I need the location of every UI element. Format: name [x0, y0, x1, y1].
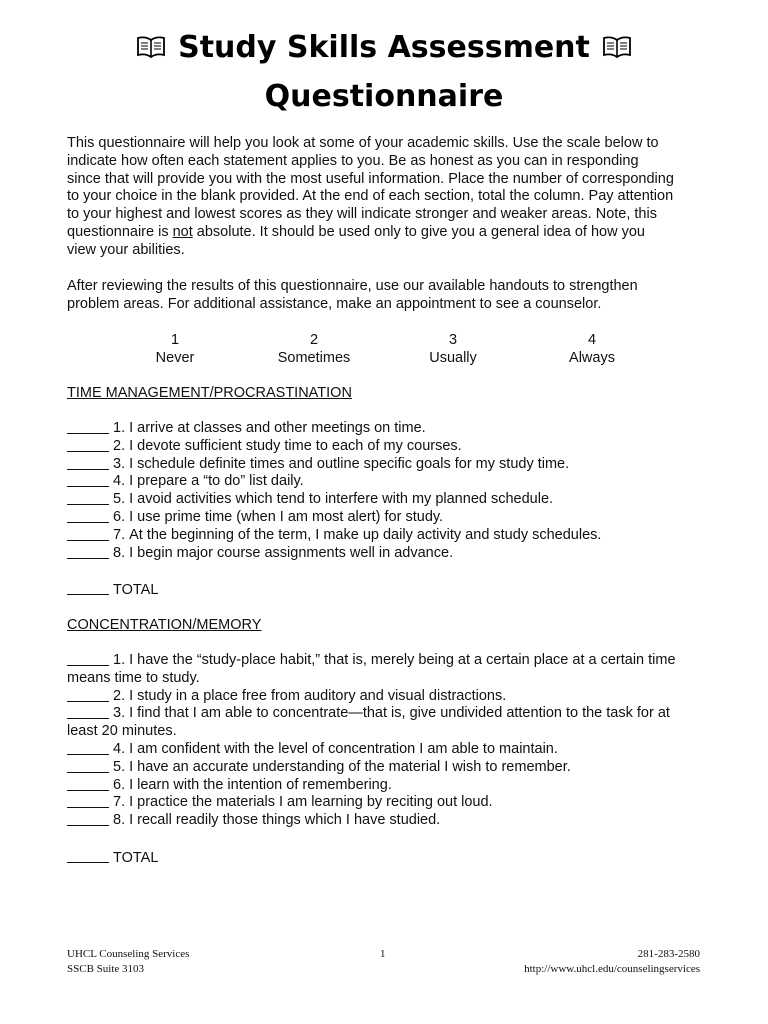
question-item — [67, 705, 707, 741]
scale-label: Never — [155, 350, 195, 366]
intro-line — [67, 224, 707, 242]
scale-label: Sometimes — [277, 350, 351, 366]
item-number: 8. — [113, 812, 126, 829]
footer-right — [524, 947, 700, 977]
item-number: 3. — [113, 705, 126, 722]
item-text: I practice the materials I am learning by reciting out loud. — [129, 794, 493, 811]
question-item — [67, 509, 707, 527]
page-title — [0, 28, 768, 70]
item-text: I have the “study-place habit,” that is, merely being at a certain place at a certain time — [129, 652, 676, 668]
answer-blank[interactable] — [67, 456, 109, 470]
item-number: 5. — [113, 758, 126, 775]
footer-left — [67, 947, 189, 977]
answer-blank[interactable] — [67, 527, 109, 541]
item-text: I schedule definite times and outline specific goals for my study time. — [129, 455, 570, 472]
section-total-time-management — [67, 581, 158, 599]
item-number: 4. — [113, 740, 126, 757]
footer-phone: 281-283-2580 — [637, 948, 700, 960]
section-heading-concentration: CONCENTRATION/MEMORY — [67, 617, 262, 633]
intro-line: indicate how often each statement applies to you. Be as honest as you can in responding — [67, 152, 639, 169]
section-items-concentration — [67, 652, 707, 830]
open-book-icon — [136, 30, 166, 70]
answer-blank[interactable] — [67, 812, 109, 826]
question-item — [67, 527, 707, 545]
intro-paragraph — [67, 135, 707, 260]
question-item — [67, 652, 707, 688]
scale-option — [115, 331, 235, 367]
footer-address: SSCB Suite 3103 — [67, 963, 145, 975]
intro-line: to your choice in the blank provided. At the end of each section, total the column. Pay attention — [67, 188, 674, 205]
answer-blank[interactable] — [67, 688, 109, 702]
followup-line: After reviewing the results of this questionnaire, use our available handouts to strengthen — [67, 278, 638, 294]
total-label: TOTAL — [113, 850, 159, 866]
item-number: 4. — [113, 473, 126, 490]
answer-blank[interactable] — [67, 652, 109, 666]
scale-option — [393, 331, 513, 367]
footer-url[interactable]: http://www.uhcl.edu/counselingservices — [524, 963, 700, 975]
item-text: I learn with the intention of remembering. — [129, 776, 392, 793]
item-text: I find that I am able to concentrate—that is, give undivided attention to the task for at — [129, 705, 670, 722]
intro-line: This questionnaire will help you look at some of your academic skills. Use the scale below to — [67, 135, 659, 151]
answer-blank[interactable] — [67, 545, 109, 559]
item-number: 8. — [113, 544, 126, 561]
answer-blank[interactable] — [67, 759, 109, 773]
total-blank[interactable] — [67, 581, 109, 595]
emphasis-not: not — [172, 223, 193, 240]
followup-paragraph — [67, 278, 707, 314]
question-item — [67, 812, 707, 830]
item-number: 2. — [113, 437, 126, 454]
answer-blank[interactable] — [67, 438, 109, 452]
scale-number: 1 — [170, 332, 180, 348]
followup-line: problem areas. For additional assistance, make an appointment to see a counselor. — [67, 295, 602, 312]
answer-blank[interactable] — [67, 491, 109, 505]
question-item — [67, 794, 707, 812]
answer-blank[interactable] — [67, 794, 109, 808]
item-text: I avoid activities which tend to interfere with my planned schedule. — [129, 491, 554, 508]
open-book-icon — [602, 30, 632, 70]
section-heading-time-management: TIME MANAGEMENT/PROCRASTINATION — [67, 385, 352, 401]
footer-page-number: 1 — [380, 948, 386, 960]
item-number: 5. — [113, 491, 126, 508]
item-text: I have an accurate understanding of the material I wish to remember. — [129, 758, 571, 775]
item-text: I begin major course assignments well in advance. — [129, 544, 454, 561]
scale-label: Usually — [429, 350, 477, 366]
item-text-continued: means time to study. — [67, 669, 200, 686]
answer-blank[interactable] — [67, 473, 109, 487]
question-item — [67, 456, 707, 474]
section-items-time-management — [67, 420, 707, 562]
question-item — [67, 759, 707, 777]
intro-line: to your highest and lowest scores as they will indicate stronger and weaker areas. Note, this — [67, 206, 657, 223]
item-text: I study in a place free from auditory and visual distractions. — [129, 687, 507, 704]
intro-text: absolute. It should be used only to give you a general idea of how you — [192, 223, 645, 240]
question-item — [67, 438, 707, 456]
item-number: 1. — [113, 652, 126, 668]
item-text: I am confident with the level of concentration I am able to maintain. — [129, 740, 558, 757]
item-text: I arrive at classes and other meetings on time. — [129, 420, 426, 436]
intro-line: view your abilities. — [67, 241, 185, 258]
scale-option — [532, 331, 652, 367]
question-item — [67, 741, 707, 759]
item-text: I devote sufficient study time to each of my courses. — [129, 437, 462, 454]
scale-label: Always — [569, 350, 615, 366]
total-blank[interactable] — [67, 849, 109, 863]
item-text-continued: least 20 minutes. — [67, 723, 177, 740]
item-text: At the beginning of the term, I make up daily activity and study schedules. — [129, 526, 602, 543]
item-number: 7. — [113, 526, 126, 543]
question-item — [67, 688, 707, 706]
item-number: 6. — [113, 508, 126, 525]
item-number: 6. — [113, 776, 126, 793]
scale-number: 4 — [587, 332, 597, 348]
item-text: I recall readily those things which I have studied. — [129, 812, 441, 829]
answer-blank[interactable] — [67, 420, 109, 434]
section-total-concentration — [67, 849, 158, 867]
item-number: 3. — [113, 455, 126, 472]
answer-blank[interactable] — [67, 741, 109, 755]
intro-text: questionnaire is — [67, 223, 173, 240]
answer-blank[interactable] — [67, 705, 109, 719]
page-title-line-2: Questionnaire — [264, 79, 504, 114]
scale-number: 3 — [448, 332, 458, 348]
item-number: 7. — [113, 794, 126, 811]
title-line-1: Study Skills Assessment — [178, 30, 590, 65]
scale-option — [254, 331, 374, 367]
total-label: TOTAL — [113, 582, 159, 598]
intro-line: since that will provide you with the most useful information. Place the number of corresponding — [67, 170, 674, 187]
question-item — [67, 777, 707, 795]
question-item — [67, 420, 707, 438]
scale-number: 2 — [309, 332, 319, 348]
item-text: I prepare a “to do” list daily. — [129, 473, 304, 490]
question-item — [67, 491, 707, 509]
answer-blank[interactable] — [67, 777, 109, 791]
question-item — [67, 545, 707, 563]
question-item — [67, 473, 707, 491]
footer-org: UHCL Counseling Services — [67, 948, 190, 960]
item-text: I use prime time (when I am most alert) for study. — [129, 508, 444, 525]
item-number: 2. — [113, 687, 126, 704]
answer-blank[interactable] — [67, 509, 109, 523]
item-number: 1. — [113, 420, 126, 436]
